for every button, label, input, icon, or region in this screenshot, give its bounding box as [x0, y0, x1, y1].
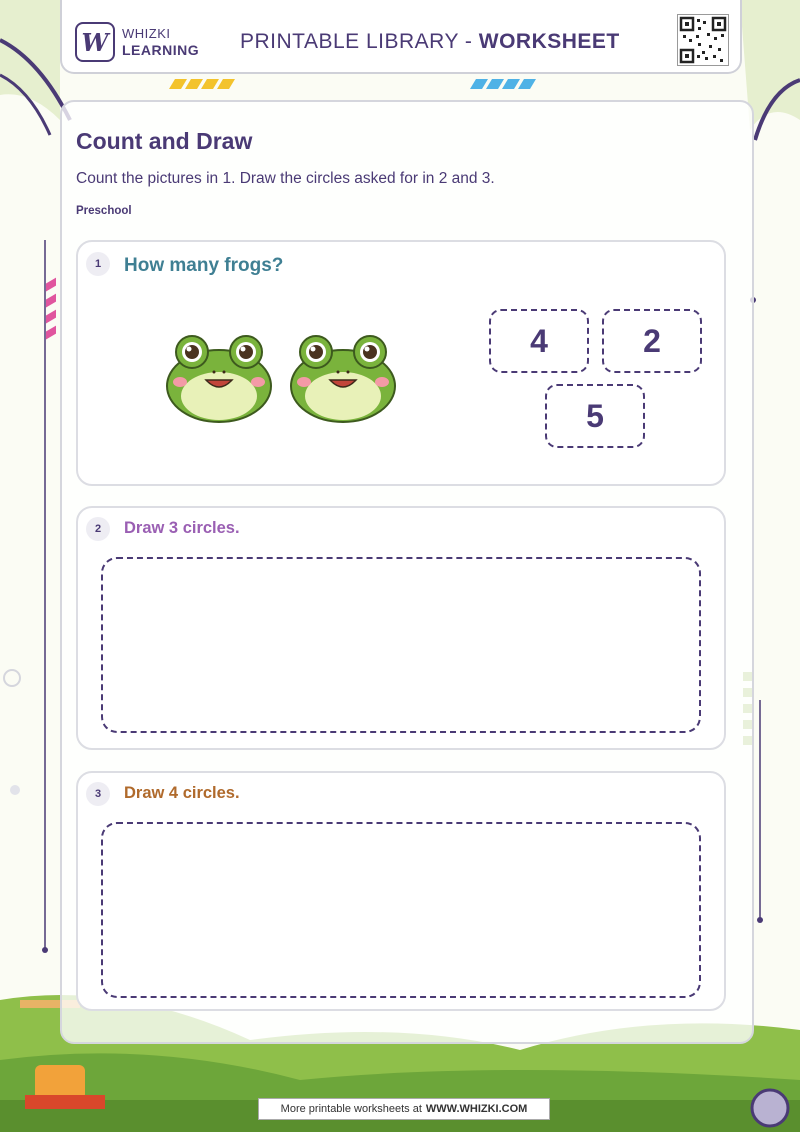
qr-code-icon — [677, 14, 729, 66]
logo-text-bottom: LEARNING — [122, 42, 200, 58]
question-number-2: 2 — [86, 517, 110, 541]
yellow-stripes — [165, 79, 245, 91]
footer-link[interactable]: WWW.WHIZKI.COM — [425, 1103, 528, 1115]
grade-label: Preschool — [76, 205, 132, 217]
question-title-2: Draw 3 circles. — [124, 519, 240, 537]
answer-choice-3[interactable]: 5 — [545, 384, 645, 448]
header-title-bold: WORKSHEET — [478, 30, 620, 53]
question-number-3: 3 — [86, 782, 110, 806]
header-title-prefix: PRINTABLE LIBRARY - — [240, 30, 479, 53]
question-title-1: How many frogs? — [124, 255, 284, 276]
frog-icon — [288, 330, 398, 424]
blue-stripes — [466, 79, 546, 91]
logo-text-top: WHIZKI — [122, 26, 171, 41]
header-title — [240, 30, 620, 54]
footer-text: More printable worksheets at — [280, 1103, 422, 1115]
frog-icon — [164, 330, 274, 424]
answer-choice-2[interactable]: 2 — [602, 309, 702, 373]
drawing-area-2[interactable] — [101, 557, 701, 733]
worksheet-instructions: Count the pictures in 1. Draw the circles asked for in 2 and 3. — [76, 170, 495, 187]
drawing-area-3[interactable] — [101, 822, 701, 998]
question-title-3: Draw 4 circles. — [124, 784, 240, 802]
logo-mark: W — [75, 22, 115, 62]
answer-choice-1[interactable]: 4 — [489, 309, 589, 373]
footer-banner — [258, 1098, 550, 1120]
question-number-1: 1 — [86, 252, 110, 276]
worksheet-title: Count and Draw — [76, 128, 253, 154]
